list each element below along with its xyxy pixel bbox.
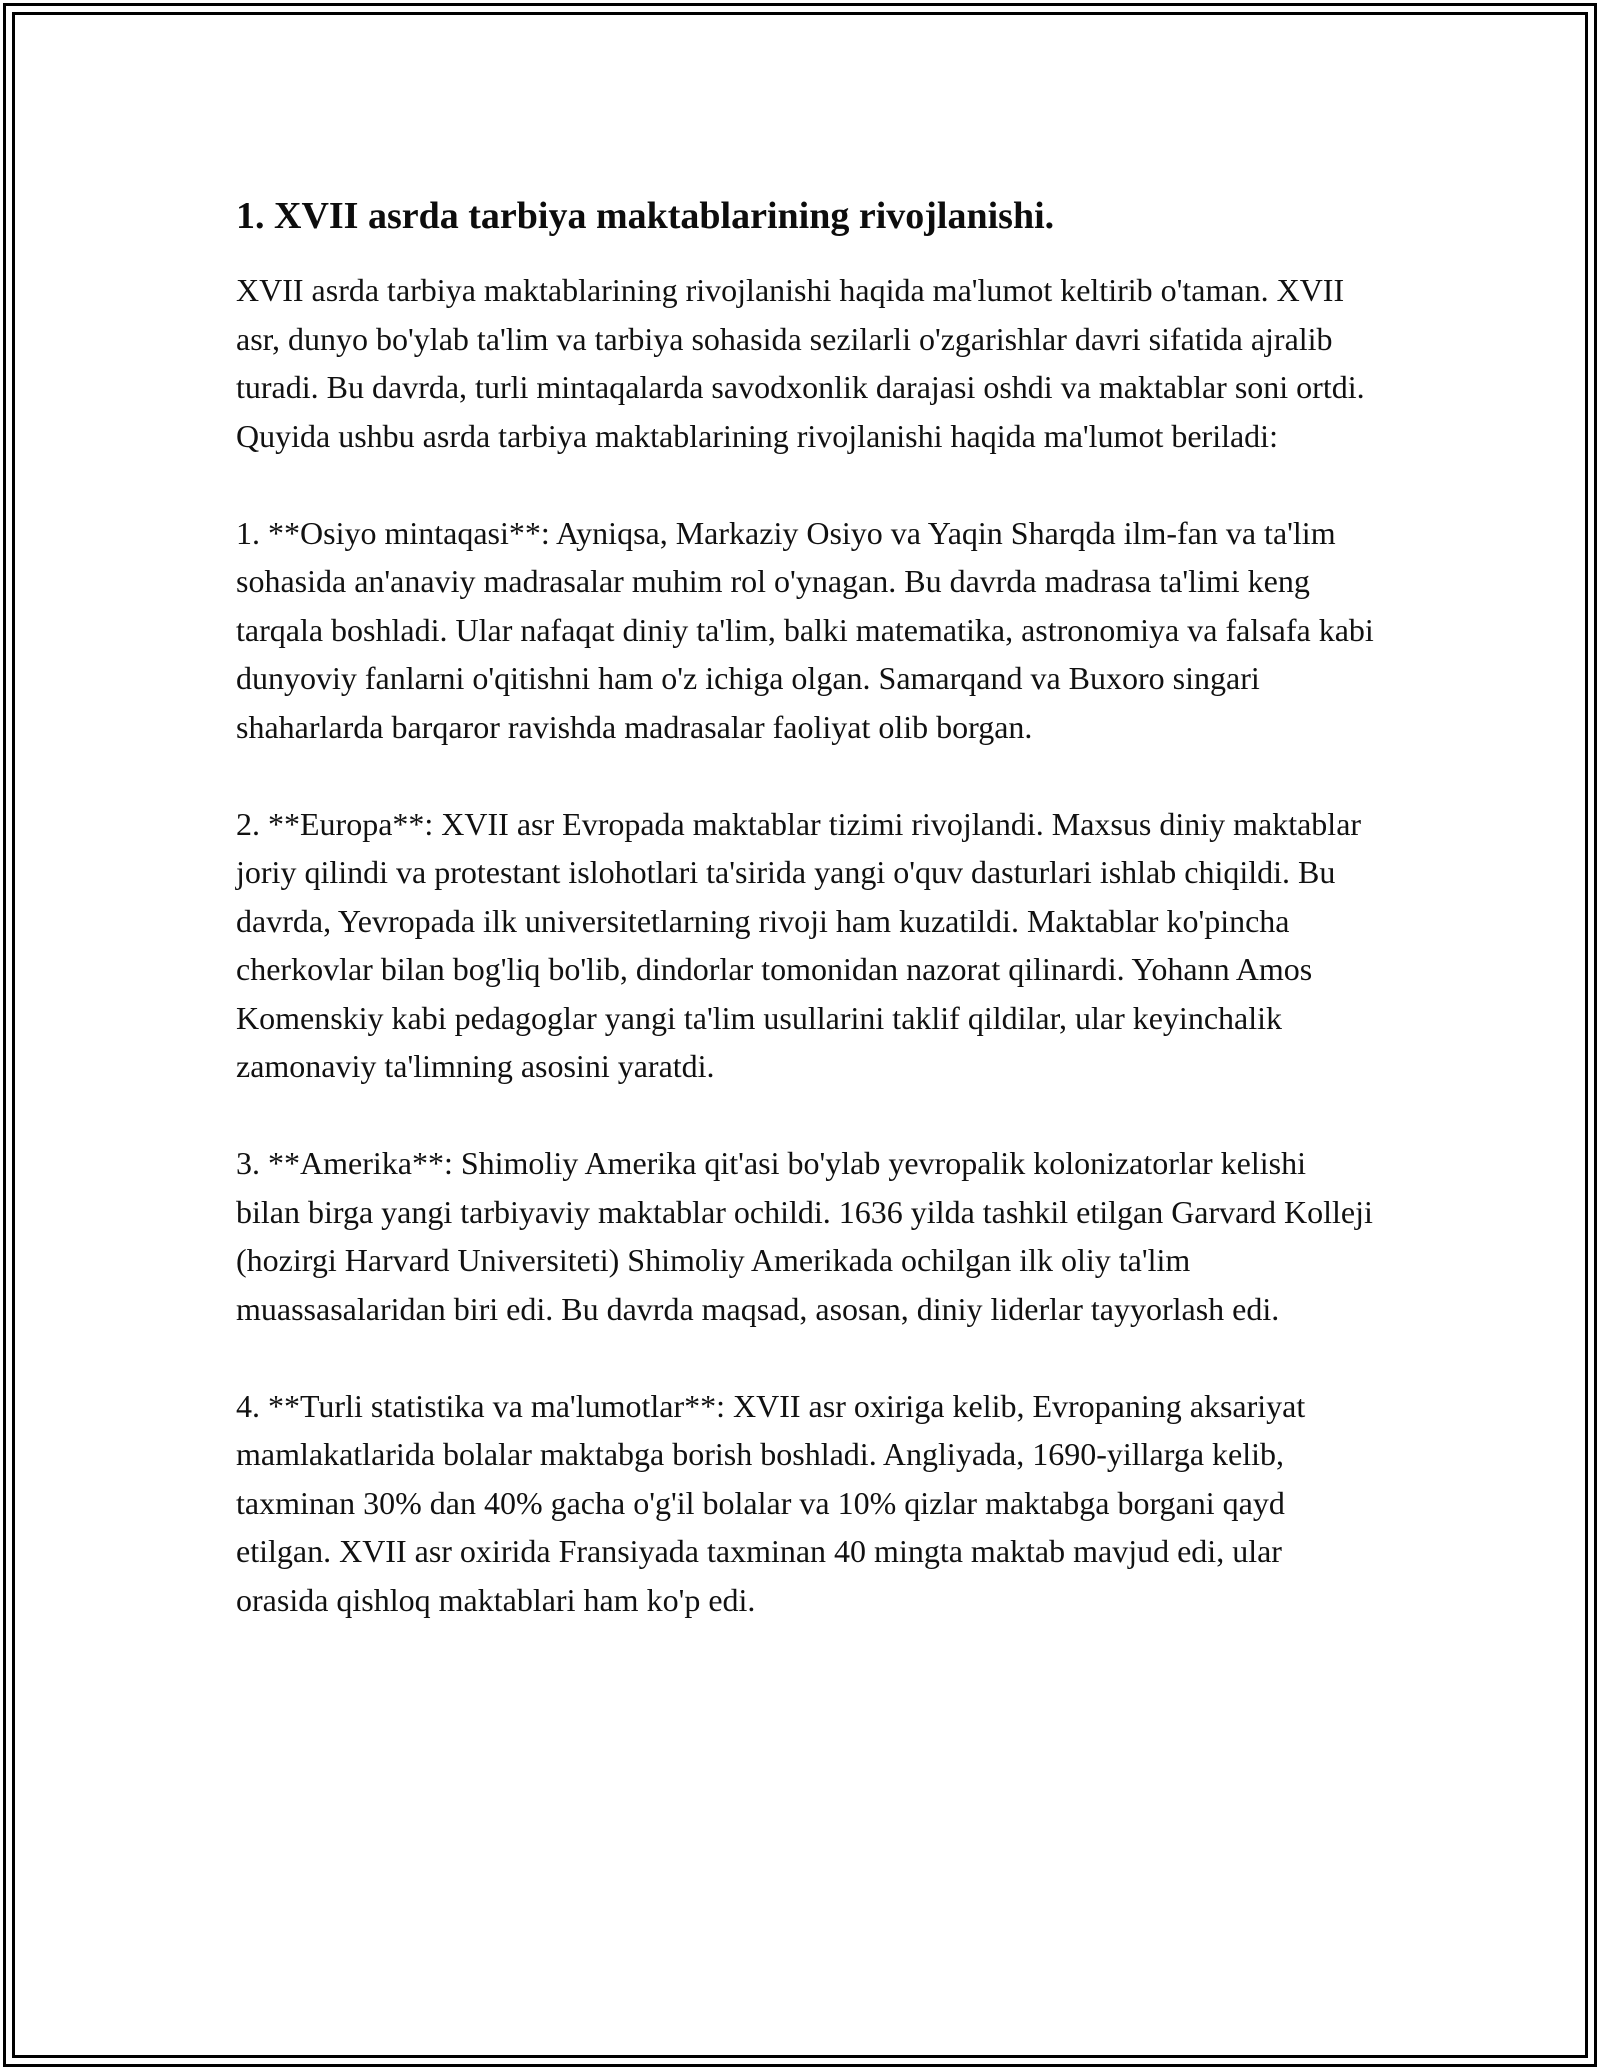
document-title: 1. XVII asrda tarbiya maktablarining rivojlanishi. xyxy=(236,195,1055,237)
section-europe-paragraph: 2. **Europa**: XVII asr Evropada maktablar tizimi rivojlandi. Maxsus diniy maktablar joriy qilindi va protestant islohotlari ta'sirida yangi o'quv dasturlari ishlab chiqildi. Bu davrda, Yevropada ilk universitetlarning rivoji ham kuzatildi. Maktablar ko'pincha cherkovlar bilan bog'liq bo'lib, dindorlar tomonidan nazorat qilinardi. Yohann Amos Komenskiy kabi pedagoglar yangi ta'lim usullarini taklif qildilar, ular keyinchalik zamonaviy ta'limning asosini yaratdi. xyxy=(236,805,1362,1084)
section-statistics-paragraph: 4. **Turli statistika va ma'lumotlar**: XVII asr oxiriga kelib, Evropaning aksariyat mamlakatlarida bolalar maktabga borish boshladi. Angliyada, 1690-yillarga kelib, taxminan 30% dan 40% gacha o'g'il bolalar va 10% qizlar maktabga borgani qayd etilgan. XVII asr oxirida Fransiyada taxminan 40 mingta maktab mavjud edi, ular orasida qishloq maktablari ham ko'p edi. xyxy=(236,1387,1306,1618)
intro-paragraph: XVII asrda tarbiya maktablarining rivojlanishi haqida ma'lumot keltirib o'taman. XVII asr, dunyo bo'ylab ta'lim va tarbiya sohasida sezilarli o'zgarishlar davri sifatida ajralib turadi. Bu davrda, turli mintaqalarda savodxonlik darajasi oshdi va maktablar soni ortdi. Quyida ushbu asrda tarbiya maktablarining rivojlanishi haqida ma'lumot beriladi: xyxy=(236,272,1365,454)
section-america-paragraph: 3. **Amerika**: Shimoliy Amerika qit'asi bo'ylab yevropalik kolonizatorlar kelishi bilan birga yangi tarbiyaviy maktablar ochildi. 1636 yilda tashkil etilgan Garvard Kolleji (hozirgi Harvard Universiteti) Shimoliy Amerikada ochilgan ilk oliy ta'lim muassasalaridan biri edi. Bu davrda maqsad, asosan, diniy liderlar tayyorlash edi. xyxy=(236,1145,1373,1327)
document-body xyxy=(236,188,1376,1624)
section-asia-paragraph: 1. **Osiyo mintaqasi**: Ayniqsa, Markaziy Osiyo va Yaqin Sharqda ilm-fan va ta'lim sohasida an'anaviy madrasalar muhim rol o'ynagan. Bu davrda madrasa ta'limi keng tarqala boshladi. Ular nafaqat diniy ta'lim, balki matematika, astronomiya va falsafa kabi dunyoviy fanlarni o'qitishni ham o'z ichiga olgan. Samarqand va Buxoro singari shaharlarda barqaror ravishda madrasalar faoliyat olib borgan. xyxy=(236,514,1374,745)
